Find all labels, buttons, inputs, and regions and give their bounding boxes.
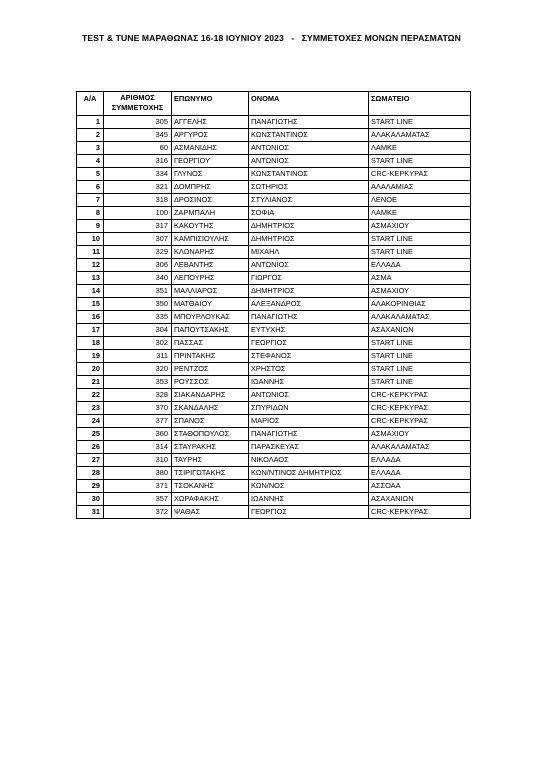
cell-club: START LINE — [369, 246, 471, 259]
cell-club: ΑΣΣΟΑΑ — [369, 480, 471, 493]
cell-number: 351 — [104, 285, 172, 298]
cell-surname: ΔΡΟΣΙΝΟΣ — [172, 194, 249, 207]
cell-aa: 18 — [77, 337, 104, 350]
cell-aa: 31 — [77, 506, 104, 519]
cell-surname: ΚΑΚΟΥΤΗΣ — [172, 220, 249, 233]
cell-number: 377 — [104, 415, 172, 428]
cell-name: ΙΩΑΝΝΗΣ — [249, 376, 369, 389]
cell-club: CRC-ΚΕΡΚΥΡΑΣ — [369, 168, 471, 181]
table-row — [77, 402, 471, 415]
cell-club: START LINE — [369, 155, 471, 168]
cell-name: ΝΙΚΟΛΑΟΣ — [249, 454, 369, 467]
cell-club: START LINE — [369, 363, 471, 376]
table-row — [77, 337, 471, 350]
cell-aa: 15 — [77, 298, 104, 311]
cell-aa: 16 — [77, 311, 104, 324]
cell-name: ΓΕΩΡΓΙΟΣ — [249, 337, 369, 350]
table-row — [77, 285, 471, 298]
cell-aa: 23 — [77, 402, 104, 415]
header-aa: Α/Α — [77, 92, 104, 116]
cell-club: ΕΛΛΑΔΑ — [369, 259, 471, 272]
cell-name: ΓΙΩΡΓΟΣ — [249, 272, 369, 285]
cell-surname: ΔΟΜΠΡΗΣ — [172, 181, 249, 194]
cell-aa: 28 — [77, 467, 104, 480]
cell-surname: ΣΙΑΚΑΝΔΑΡΗΣ — [172, 389, 249, 402]
cell-club: ΑΣΜΑΧΙΟΥ — [369, 428, 471, 441]
cell-surname: ΣΤΑΥΡΑΚΗΣ — [172, 441, 249, 454]
cell-aa: 7 — [77, 194, 104, 207]
cell-surname: ΛΕΒΑΝΤΗΣ — [172, 259, 249, 272]
cell-aa: 11 — [77, 246, 104, 259]
cell-number: 328 — [104, 389, 172, 402]
cell-aa: 5 — [77, 168, 104, 181]
cell-aa: 10 — [77, 233, 104, 246]
cell-number: 357 — [104, 493, 172, 506]
cell-surname: ΑΓΓΕΛΗΣ — [172, 116, 249, 129]
cell-club: START LINE — [369, 376, 471, 389]
cell-name: ΑΝΤΩΝΙΟΣ — [249, 259, 369, 272]
cell-surname: ΠΑΠΟΥΤΣΑΚΗΣ — [172, 324, 249, 337]
cell-aa: 21 — [77, 376, 104, 389]
cell-number: 317 — [104, 220, 172, 233]
cell-name: ΠΑΡΑΣΚΕΥΑΣ — [249, 441, 369, 454]
cell-number: 304 — [104, 324, 172, 337]
cell-surname: ΖΑΡΜΠΑΛΗ — [172, 207, 249, 220]
table-row — [77, 363, 471, 376]
cell-number: 307 — [104, 233, 172, 246]
cell-name: ΑΝΤΩΝΙΟΣ — [249, 389, 369, 402]
cell-club: START LINE — [369, 116, 471, 129]
header-club: ΣΩΜΑΤΕΙΟ — [369, 92, 471, 116]
cell-aa: 24 — [77, 415, 104, 428]
cell-name: ΔΗΜΗΤΡΙΟΣ — [249, 285, 369, 298]
cell-number: 321 — [104, 181, 172, 194]
cell-aa: 22 — [77, 389, 104, 402]
table-row — [77, 415, 471, 428]
table-row — [77, 155, 471, 168]
cell-club: START LINE — [369, 350, 471, 363]
table-row — [77, 207, 471, 220]
cell-club: ΑΛΑΚΑΛΑΜΑΤΑΣ — [369, 311, 471, 324]
cell-number: 316 — [104, 155, 172, 168]
cell-club: ΕΛΛΑΔΑ — [369, 467, 471, 480]
cell-surname: ΤΣΟΚΑΝΗΣ — [172, 480, 249, 493]
cell-aa: 14 — [77, 285, 104, 298]
header-row — [77, 92, 471, 116]
cell-club: ΑΛΑΚΑΛΑΜΑΤΑΣ — [369, 129, 471, 142]
cell-club: CRC-ΚΕΡΚΥΡΑΣ — [369, 415, 471, 428]
cell-club: ΑΣΑΧΑΝΙΩΝ — [369, 493, 471, 506]
cell-number: 320 — [104, 363, 172, 376]
cell-aa: 29 — [77, 480, 104, 493]
cell-number: 302 — [104, 337, 172, 350]
cell-surname: ΧΩΡΑΦΑΚΗΣ — [172, 493, 249, 506]
cell-surname: ΜΠΟΥΡΛΟΥΚΑΣ — [172, 311, 249, 324]
cell-name: ΑΛΕΞΑΝΔΡΟΣ — [249, 298, 369, 311]
cell-surname: ΠΑΣΣΑΣ — [172, 337, 249, 350]
table-row — [77, 311, 471, 324]
header-number — [104, 92, 172, 116]
cell-club: START LINE — [369, 233, 471, 246]
table-row — [77, 272, 471, 285]
cell-aa: 6 — [77, 181, 104, 194]
cell-name: ΚΩΝ/ΝΤΙΝΟΣ ΔΗΜΗΤΡΙΟΣ — [249, 467, 369, 480]
cell-name: ΙΩΑΝΝΗΣ — [249, 493, 369, 506]
header-name: ΟΝΟΜΑ — [249, 92, 369, 116]
header-surname: ΕΠΩΝΥΜΟ — [172, 92, 249, 116]
cell-number: 353 — [104, 376, 172, 389]
cell-surname: ΛΕΠΟΥΡΗΣ — [172, 272, 249, 285]
cell-number: 311 — [104, 350, 172, 363]
cell-number: 334 — [104, 168, 172, 181]
cell-number: 372 — [104, 506, 172, 519]
cell-club: ΑΛΑΚΟΡΙΝΘΙΑΣ — [369, 298, 471, 311]
cell-surname: ΤΑΥΡΗΣ — [172, 454, 249, 467]
cell-number: 306 — [104, 259, 172, 272]
cell-surname: ΣΤΑΘΟΠΟΥΛΟΣ — [172, 428, 249, 441]
cell-surname: ΨΑΘΑΣ — [172, 506, 249, 519]
cell-name: ΚΩΝΣΤΑΝΤΙΝΟΣ — [249, 168, 369, 181]
table-row — [77, 467, 471, 480]
cell-number: 340 — [104, 272, 172, 285]
cell-number: 329 — [104, 246, 172, 259]
cell-club: CRC-ΚΕΡΚΥΡΑΣ — [369, 389, 471, 402]
cell-surname: ΑΡΓΥΡΟΣ — [172, 129, 249, 142]
cell-number: 310 — [104, 454, 172, 467]
cell-name: ΣΠΥΡΙΔΩΝ — [249, 402, 369, 415]
table-row — [77, 493, 471, 506]
table-row — [77, 194, 471, 207]
cell-aa: 8 — [77, 207, 104, 220]
cell-aa: 9 — [77, 220, 104, 233]
cell-number: 370 — [104, 402, 172, 415]
cell-name: ΣΤΕΦΑΝΟΣ — [249, 350, 369, 363]
cell-number: 350 — [104, 298, 172, 311]
cell-aa: 4 — [77, 155, 104, 168]
cell-name: ΕΥΤΥΧΗΣ — [249, 324, 369, 337]
cell-club: ΑΣΜΑΧΙΟΥ — [369, 285, 471, 298]
table-row — [77, 350, 471, 363]
cell-number: 345 — [104, 129, 172, 142]
header-number-line2: ΣΥΜΜΕΤΟΧΗΣ — [111, 103, 164, 112]
cell-name: ΧΡΗΣΤΟΣ — [249, 363, 369, 376]
table-row — [77, 298, 471, 311]
cell-number: 60 — [104, 142, 172, 155]
table-row — [77, 142, 471, 155]
cell-club: CRC-ΚΕΡΚΥΡΑΣ — [369, 506, 471, 519]
participants-table — [76, 91, 471, 519]
table-row — [77, 129, 471, 142]
cell-number: 360 — [104, 428, 172, 441]
cell-name: ΣΟΦΙΑ — [249, 207, 369, 220]
table-row — [77, 506, 471, 519]
cell-name: ΜΑΡΙΟΣ — [249, 415, 369, 428]
cell-name: ΠΑΝΑΓΙΩΤΗΣ — [249, 116, 369, 129]
cell-name: ΠΑΝΑΓΙΩΤΗΣ — [249, 428, 369, 441]
cell-number: 371 — [104, 480, 172, 493]
cell-name: ΑΝΤΩΝΙΟΣ — [249, 142, 369, 155]
cell-aa: 1 — [77, 116, 104, 129]
table-row — [77, 220, 471, 233]
cell-name: ΔΗΜΗΤΡΙΟΣ — [249, 220, 369, 233]
table-row — [77, 181, 471, 194]
table-row — [77, 480, 471, 493]
cell-aa: 17 — [77, 324, 104, 337]
cell-name: ΚΩΝ/ΝΟΣ — [249, 480, 369, 493]
cell-club: ΛΕΝΟΕ — [369, 194, 471, 207]
table-row — [77, 454, 471, 467]
table-row — [77, 389, 471, 402]
cell-club: ΛΑΜΚΕ — [369, 142, 471, 155]
table-body — [77, 116, 471, 519]
cell-surname: ΓΛΥΝΟΣ — [172, 168, 249, 181]
cell-surname: ΓΕΩΡΓΙΟΥ — [172, 155, 249, 168]
cell-number: 318 — [104, 194, 172, 207]
cell-surname: ΡΟΥΣΣΟΣ — [172, 376, 249, 389]
cell-name: ΠΑΝΑΓΙΩΤΗΣ — [249, 311, 369, 324]
cell-surname: ΠΡΙΝΤΑΚΗΣ — [172, 350, 249, 363]
table-row — [77, 259, 471, 272]
cell-surname: ΚΛΩΝΑΡΗΣ — [172, 246, 249, 259]
cell-name: ΑΝΤΩΝΙΟΣ — [249, 155, 369, 168]
cell-club: ΑΛΑΚΑΛΑΜΑΤΑΣ — [369, 441, 471, 454]
cell-name: ΜΙΧΑΗΛ — [249, 246, 369, 259]
cell-aa: 30 — [77, 493, 104, 506]
cell-aa: 12 — [77, 259, 104, 272]
table-header — [77, 92, 471, 116]
cell-surname: ΤΣΙΡΙΓΩΤΑΚΗΣ — [172, 467, 249, 480]
cell-club: CRC-ΚΕΡΚΥΡΑΣ — [369, 402, 471, 415]
table-row — [77, 233, 471, 246]
cell-club: START LINE — [369, 337, 471, 350]
table-row — [77, 428, 471, 441]
table-row — [77, 116, 471, 129]
cell-club: ΑΣΜΑΧΙΟΥ — [369, 220, 471, 233]
cell-aa: 20 — [77, 363, 104, 376]
header-number-line1: ΑΡΙΘΜΟΣ — [120, 93, 155, 102]
table-row — [77, 168, 471, 181]
cell-surname: ΑΣΜΑΝΙΔΗΣ — [172, 142, 249, 155]
cell-club: ΑΛΑΛΑΜΙΑΣ — [369, 181, 471, 194]
table-row — [77, 324, 471, 337]
cell-aa: 25 — [77, 428, 104, 441]
cell-name: ΓΕΩΡΓΙΟΣ — [249, 506, 369, 519]
cell-surname: ΜΑΤΘΑΙΟΥ — [172, 298, 249, 311]
cell-number: 100 — [104, 207, 172, 220]
cell-aa: 13 — [77, 272, 104, 285]
cell-aa: 26 — [77, 441, 104, 454]
cell-aa: 2 — [77, 129, 104, 142]
cell-club: ΕΛΛΑΔΑ — [369, 454, 471, 467]
cell-surname: ΣΚΑΝΔΑΛΗΣ — [172, 402, 249, 415]
cell-aa: 19 — [77, 350, 104, 363]
table-row — [77, 441, 471, 454]
cell-aa: 27 — [77, 454, 104, 467]
cell-surname: ΣΠΑΝΟΣ — [172, 415, 249, 428]
cell-surname: ΡΕΝΤΖΟΣ — [172, 363, 249, 376]
cell-surname: ΜΑΛΛΙΑΡΟΣ — [172, 285, 249, 298]
cell-club: ΑΣΑΧΑΝΙΩΝ — [369, 324, 471, 337]
cell-club: ΛΑΜΚΕ — [369, 207, 471, 220]
cell-number: 314 — [104, 441, 172, 454]
cell-surname: ΚΑΜΠΙΣΙΟΥΛΗΣ — [172, 233, 249, 246]
cell-number: 380 — [104, 467, 172, 480]
table-row — [77, 246, 471, 259]
cell-name: ΣΩΤΗΡΙΟΣ — [249, 181, 369, 194]
cell-name: ΣΤΥΛΙΑΝΟΣ — [249, 194, 369, 207]
cell-number: 305 — [104, 116, 172, 129]
table-row — [77, 376, 471, 389]
cell-club: ΑΣΜΑ — [369, 272, 471, 285]
cell-aa: 3 — [77, 142, 104, 155]
page-title: TEST & TUNE ΜΑΡΑΘΩΝΑΣ 16-18 ΙΟΥΝΙΟΥ 2023 - ΣΥΜΜΕΤΟΧΕΣ ΜΟΝΩΝ ΠΕΡΑΣΜΑΤΩΝ — [82, 33, 461, 43]
cell-name: ΚΩΝΣΤΑΝΤΙΝΟΣ — [249, 129, 369, 142]
cell-name: ΔΗΜΗΤΡΙΟΣ — [249, 233, 369, 246]
cell-number: 335 — [104, 311, 172, 324]
